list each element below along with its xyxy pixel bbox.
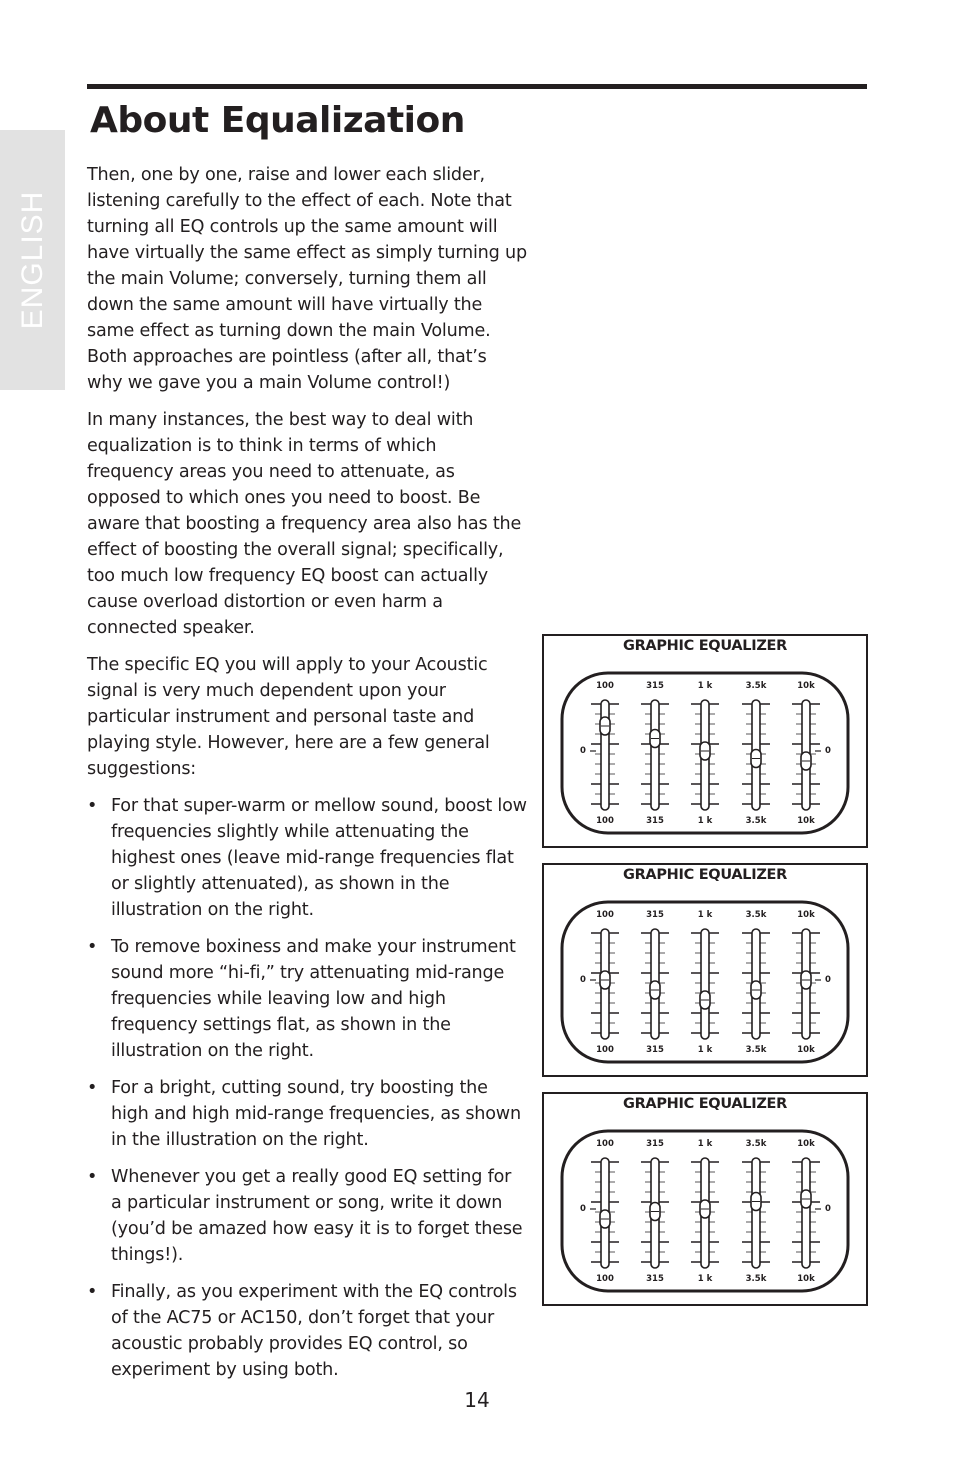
eq-band-label-top: 315: [646, 910, 664, 920]
list-item-text: Finally, as you experiment with the EQ controls of the AC75 or AC150, don’t forget that your acoustic probably provides EQ control, so experiment by using both.: [111, 1282, 517, 1380]
eq-band-label-bottom: 100: [596, 816, 614, 826]
eq-title: GRAPHIC EQUALIZER: [622, 638, 788, 654]
bullet: •: [87, 937, 98, 957]
paragraph: The specific EQ you will apply to your Acoustic signal is very much dependent upon your particular instrument and personal taste and playing style. However, here are a few general suggestions:: [87, 655, 490, 779]
eq-title: GRAPHIC EQUALIZER: [622, 867, 788, 883]
eq-band-label-top: 100: [596, 681, 614, 691]
eq-slider-track: [752, 1158, 760, 1268]
eq-band-label-top: 10k: [797, 1139, 815, 1149]
language-tab-label: ENGLISH: [15, 190, 49, 330]
bullet: •: [87, 1078, 98, 1098]
eq-zero-label-left: 0: [580, 975, 586, 985]
eq-band-label-bottom: 100: [596, 1045, 614, 1055]
eq-band-label-top: 100: [596, 1139, 614, 1149]
paragraph: In many instances, the best way to deal with equalization is to think in terms of which frequency areas you need to attenuate, as opposed to which ones you need to boost. Be aware that boosting a frequency area also has the effect of boosting the overall signal; specifically, too much low frequency EQ boost can actually cause overload distortion or even harm a connected speaker.: [87, 410, 522, 638]
eq-band-label-bottom: 315: [646, 1045, 664, 1055]
list-item: [87, 1164, 527, 1268]
bullet: •: [87, 1282, 98, 1302]
page-title: About Equalization: [90, 100, 465, 141]
graphic-equalizer-hifi: [542, 863, 868, 1077]
list-item: [87, 1075, 527, 1153]
list-item: [87, 1279, 527, 1383]
eq-zero-label-left: 0: [580, 1204, 586, 1214]
language-tab: [0, 130, 65, 390]
bullet: •: [87, 1167, 98, 1187]
eq-band-label-top: 1 k: [697, 910, 713, 920]
eq-band-label-top: 315: [646, 1139, 664, 1149]
eq-diagram: [544, 1094, 866, 1304]
eq-band-label-top: 1 k: [697, 1139, 713, 1149]
eq-band-label-top: 10k: [797, 910, 815, 920]
eq-diagram: [544, 636, 866, 846]
eq-diagram: [544, 865, 866, 1075]
eq-slider-track: [651, 700, 659, 810]
graphic-equalizer-warm: [542, 634, 868, 848]
eq-zero-label-right: 0: [825, 746, 831, 756]
eq-band-label-top: 10k: [797, 681, 815, 691]
paragraph: Then, one by one, raise and lower each slider, listening carefully to the effect of each. Note that turning all EQ controls up the same amount will have virtually the same effect as simply turning up the main Volume; conversely, turning them all down the same amount will have virtually the same effect as turning down the main Volume. Both approaches are pointless (after all, that’s why we gave you a main Volume control!): [87, 165, 527, 393]
eq-band-label-top: 100: [596, 910, 614, 920]
body-text: [87, 162, 527, 1394]
suggestion-list: [87, 793, 527, 1383]
bullet: •: [87, 796, 98, 816]
eq-band-label-bottom: 315: [646, 816, 664, 826]
eq-zero-label-right: 0: [825, 975, 831, 985]
eq-band-label-bottom: 10k: [797, 1274, 815, 1284]
eq-slider-track: [701, 929, 709, 1039]
list-item-text: To remove boxiness and make your instrument sound more “hi-fi,” try attenuating mid-range frequencies while leaving low and high frequency settings flat, as shown in the illustration on the right.: [111, 937, 516, 1061]
list-item-text: For a bright, cutting sound, try boosting the high and high mid-range frequencies, as shown in the illustration on the right.: [111, 1078, 521, 1150]
eq-band-label-bottom: 1 k: [697, 816, 713, 826]
eq-band-label-bottom: 1 k: [697, 1045, 713, 1055]
eq-band-label-top: 3.5k: [745, 910, 767, 920]
eq-band-label-bottom: 1 k: [697, 1274, 713, 1284]
eq-band-label-top: 3.5k: [745, 681, 767, 691]
list-item-text: Whenever you get a really good EQ setting for a particular instrument or song, write it down (you’d be amazed how easy it is to forget these things!).: [111, 1167, 523, 1265]
eq-band-label-bottom: 10k: [797, 1045, 815, 1055]
eq-title: GRAPHIC EQUALIZER: [622, 1096, 788, 1112]
eq-band-label-top: 3.5k: [745, 1139, 767, 1149]
eq-band-label-bottom: 10k: [797, 816, 815, 826]
page-number: 14: [464, 1388, 490, 1412]
header-rule: [87, 84, 867, 89]
eq-band-label-bottom: 3.5k: [745, 816, 767, 826]
eq-band-label-top: 315: [646, 681, 664, 691]
eq-zero-label-right: 0: [825, 1204, 831, 1214]
eq-band-label-bottom: 100: [596, 1274, 614, 1284]
eq-band-label-bottom: 3.5k: [745, 1045, 767, 1055]
eq-band-label-bottom: 3.5k: [745, 1274, 767, 1284]
eq-zero-label-left: 0: [580, 746, 586, 756]
eq-band-label-bottom: 315: [646, 1274, 664, 1284]
eq-band-label-top: 1 k: [697, 681, 713, 691]
graphic-equalizer-bright: [542, 1092, 868, 1306]
list-item: [87, 793, 527, 923]
list-item-text: For that super-warm or mellow sound, boost low frequencies slightly while attenuating the highest ones (leave mid-range frequencies flat or slightly attenuated), as shown in the illustration on the right.: [111, 796, 527, 920]
list-item: [87, 934, 527, 1064]
